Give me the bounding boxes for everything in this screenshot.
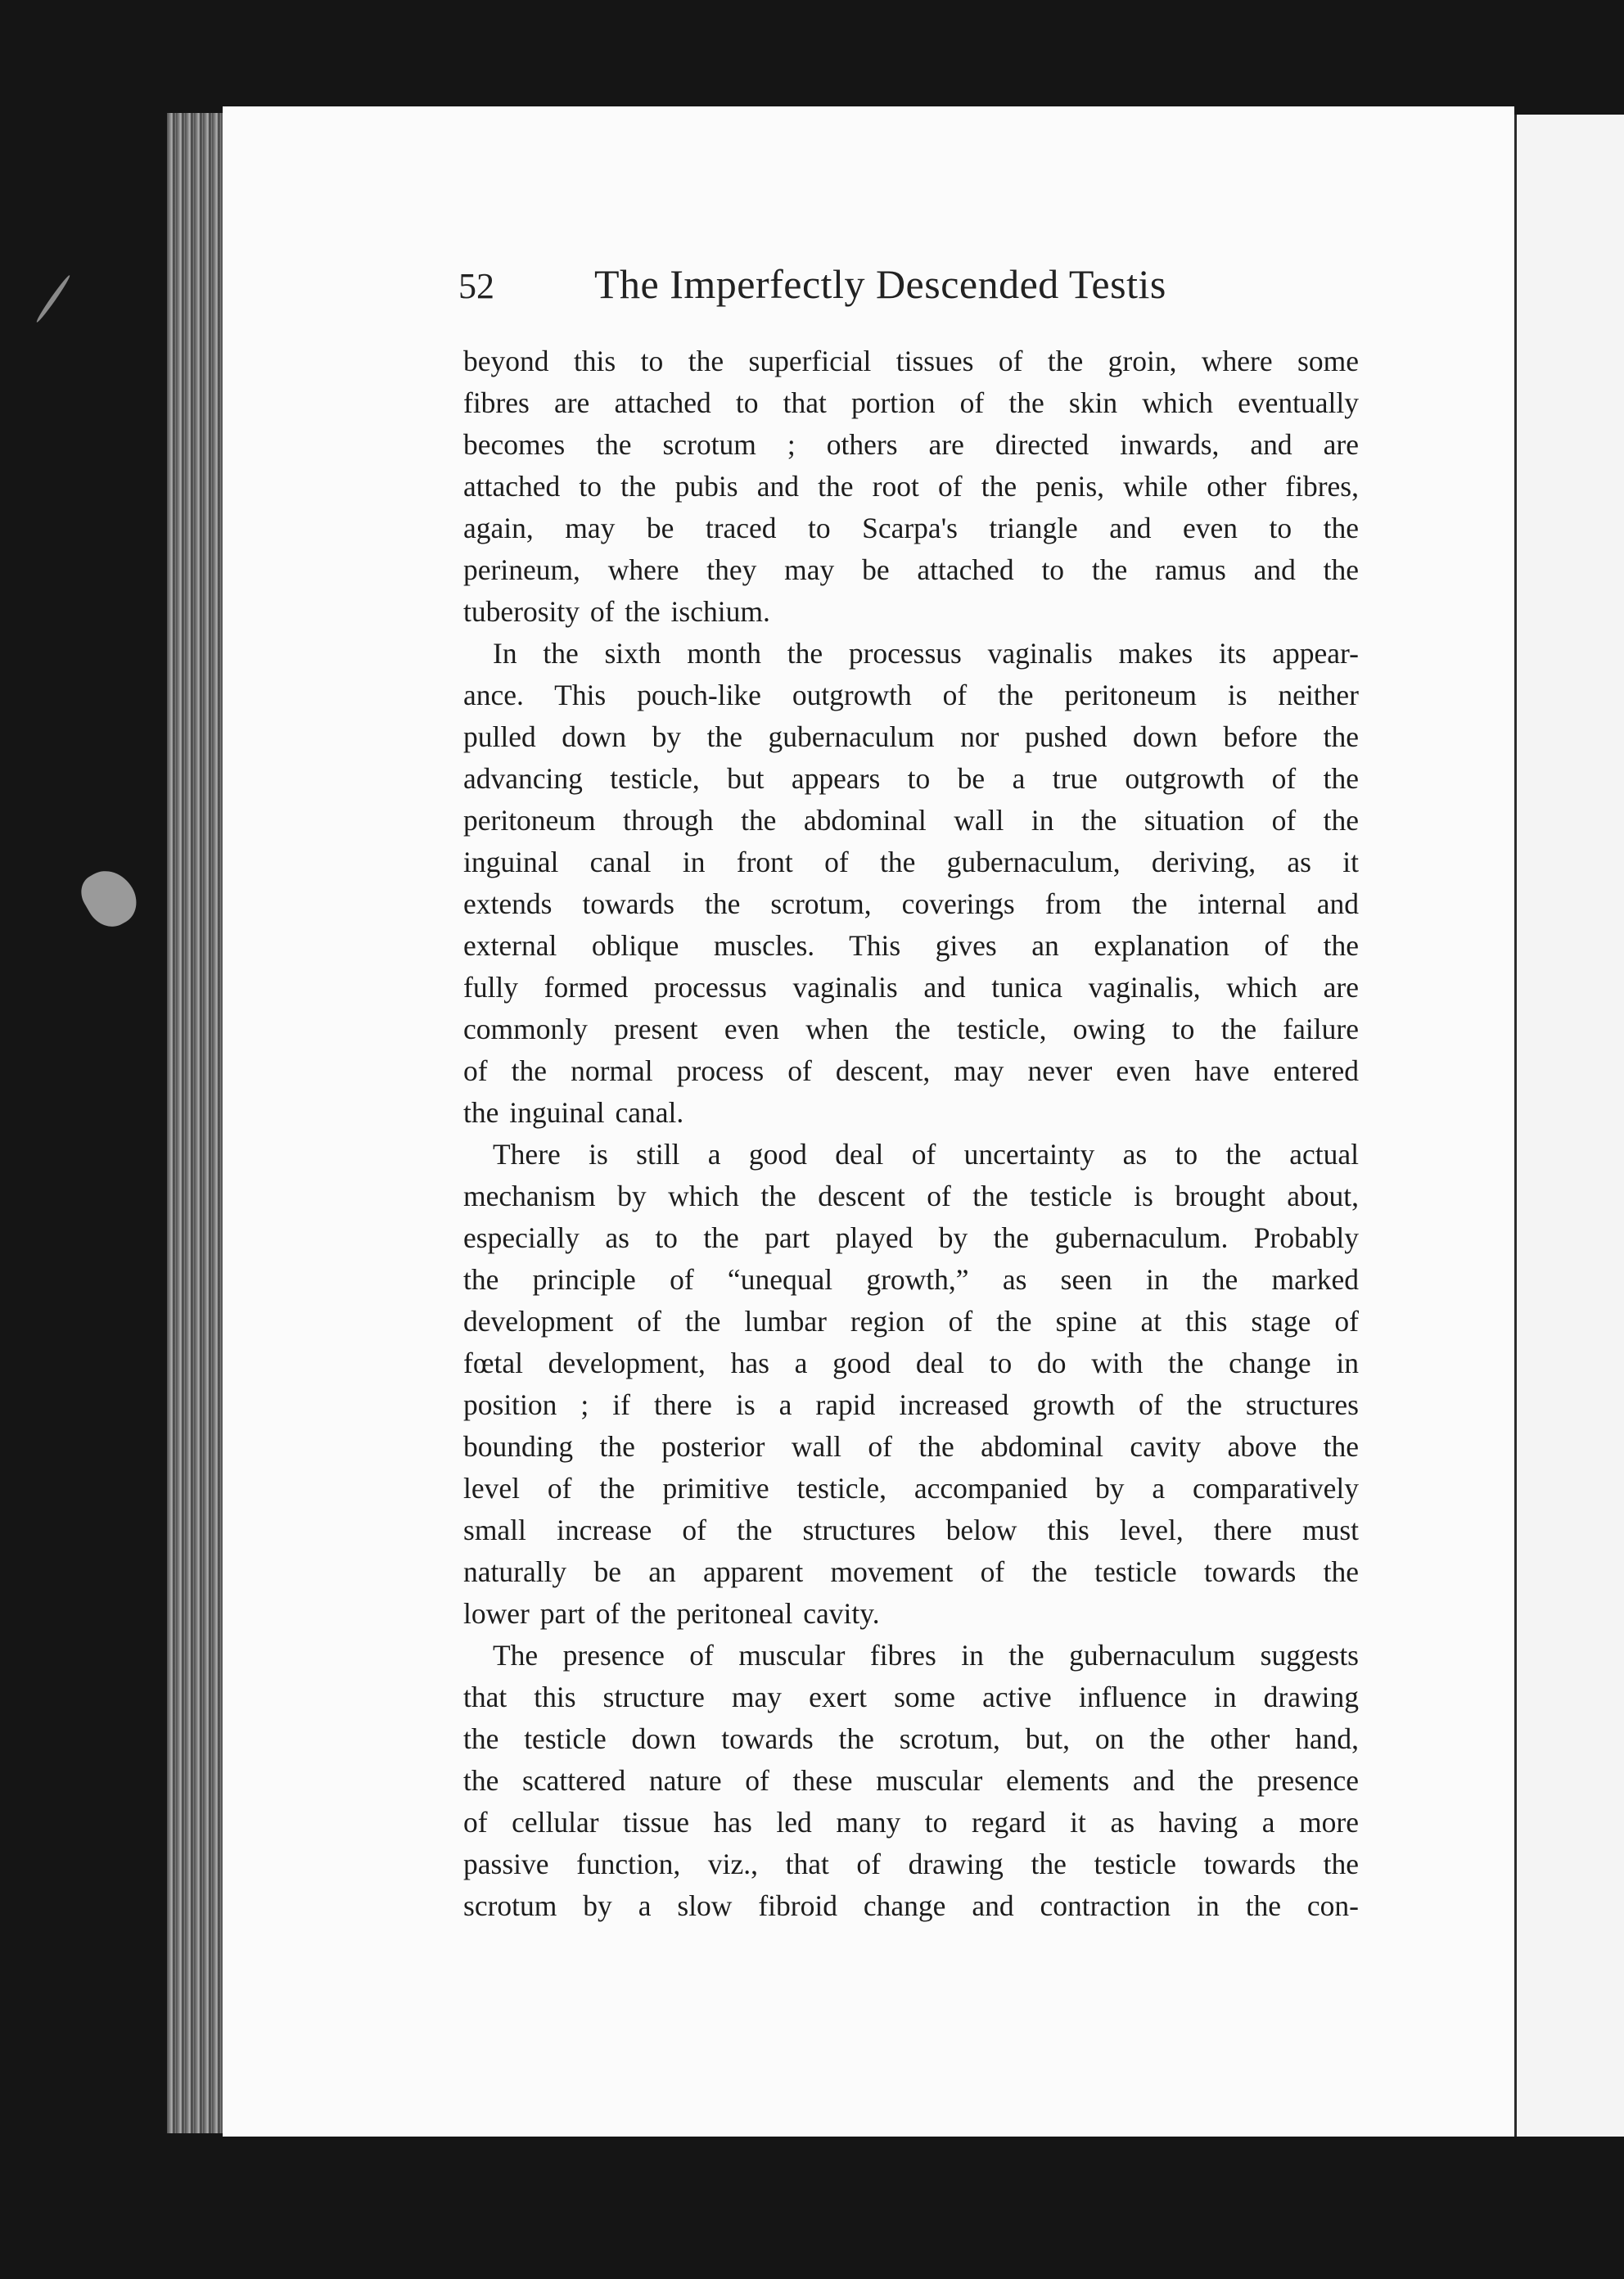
scan-speck [34,274,71,324]
text-line: scrotum by a slow fibroid change and contraction in the con- [463,1889,1359,1922]
text-line: The presence of muscular fibres in the gubernaculum suggests [493,1639,1359,1672]
scan-speck [74,861,146,936]
text-line: fibres are attached to that portion of the skin which eventually [463,386,1359,419]
text-line: fœtal development, has a good deal to do with the change in [463,1347,1359,1379]
text-line: tuberosity of the ischium. [463,595,770,628]
body-text [463,341,1359,1927]
text-line: There is still a good deal of uncertainty as to the actual [493,1138,1359,1171]
paragraph [463,1134,1359,1635]
text-line: position ; if there is a rapid increased growth of the structures [463,1388,1359,1421]
text-line: development of the lumbar region of the spine at this stage of [463,1305,1359,1338]
text-line: extends towards the scrotum, coverings from the internal and [463,887,1359,920]
text-line: naturally be an apparent movement of the testicle towards the [463,1555,1359,1588]
adjacent-page-edge [1514,115,1624,2137]
text-line: small increase of the structures below this level, there must [463,1514,1359,1546]
text-line: level of the primitive testicle, accompanied by a comparatively [463,1472,1359,1505]
text-line: inguinal canal in front of the gubernaculum, deriving, as it [463,846,1359,878]
text-line: the inguinal canal. [463,1096,684,1129]
text-line: passive function, viz., that of drawing the testicle towards the [463,1848,1359,1880]
text-line: the testicle down towards the scrotum, but, on the other hand, [463,1722,1359,1755]
text-line: that this structure may exert some active influence in drawing [463,1681,1359,1713]
page-header [458,260,1383,318]
text-line: the principle of “unequal growth,” as seen in the marked [463,1263,1359,1296]
text-line: advancing testicle, but appears to be a true outgrowth of the [463,762,1359,795]
paragraph [463,1635,1359,1927]
text-line: lower part of the peritoneal cavity. [463,1597,880,1630]
text-line: bounding the posterior wall of the abdominal cavity above the [463,1430,1359,1463]
text-line: external oblique muscles. This gives an explanation of the [463,929,1359,962]
text-line: pulled down by the gubernaculum nor pushed down before the [463,720,1359,753]
text-line: commonly present even when the testicle, owing to the failure [463,1013,1359,1045]
text-line: mechanism by which the descent of the testicle is brought about, [463,1180,1359,1212]
text-line: the scattered nature of these muscular elements and the presence [463,1764,1359,1797]
text-line: peritoneum through the abdominal wall in the situation of the [463,804,1359,837]
text-line: becomes the scrotum ; others are directed inwards, and are [463,428,1359,461]
text-line: In the sixth month the processus vaginalis makes its appear- [493,637,1359,670]
text-line: perineum, where they may be attached to the ramus and the [463,553,1359,586]
running-title: The Imperfectly Descended Testis [594,261,1166,307]
text-line: of the normal process of descent, may never even have entered [463,1054,1359,1087]
text-line: beyond this to the superficial tissues of the groin, where some [463,345,1359,377]
page-number: 52 [458,266,494,306]
text-line: fully formed processus vaginalis and tunica vaginalis, which are [463,971,1359,1004]
text-line: attached to the pubis and the root of the penis, while other fibres, [463,470,1359,503]
text-line: ance. This pouch-like outgrowth of the peritoneum is neither [463,679,1359,711]
paragraph [463,341,1359,633]
text-line: again, may be traced to Scarpa's triangle and even to the [463,512,1359,544]
text-line: of cellular tissue has led many to regard it as having a more [463,1806,1359,1839]
text-line: especially as to the part played by the gubernaculum. Probably [463,1221,1359,1254]
paragraph [463,633,1359,1134]
